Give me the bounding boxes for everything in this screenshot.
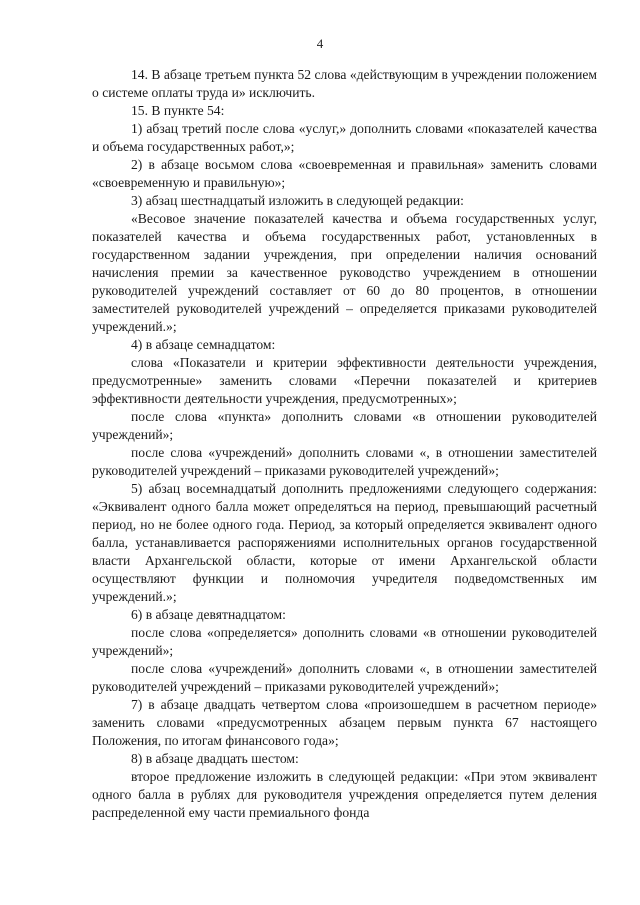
- paragraph-text: после слова «учреждений» дополнить словами «, в отношении заместителей руководителей учреждений – приказами руководителей учреждений»;: [92, 661, 597, 694]
- paragraph-subitem-1: 1) абзац третий после слова «услуг,» дополнить словами «показателей качества и объема государственных работ,»;: [92, 121, 597, 154]
- document-body: [92, 66, 597, 822]
- paragraph-text: второе предложение изложить в следующей редакции: «При этом эквивалент одного балла в рублях для руководителя учреждения определяется путем деления распределенной ему части премиального фонда: [92, 769, 597, 820]
- paragraph-quoted-text: «Весовое значение показателей качества и объема государственных услуг, показателей качества и объема государственных работ, установленных в государственном задании учреждения, при определении наличия оснований начисления премии за качественное руководство учреждением в отношении руководителей учреждений составляет от 60 до 80 процентов, в отношении заместителей руководителей учреждений – определяется приказами руководителей учреждений.»;: [92, 211, 597, 334]
- paragraph-subitem-3: 3) абзац шестнадцатый изложить в следующей редакции:: [131, 193, 464, 208]
- paragraph-text: слова «Показатели и критерии эффективности деятельности учреждения, предусмотренные» заменить словами «Перечни показателей и критериев эффективности деятельности учреждения, предусмотренных»;: [92, 355, 597, 406]
- paragraph-text: после слова «определяется» дополнить словами «в отношении руководителей учреждений»;: [92, 625, 597, 658]
- paragraph-text: после слова «учреждений» дополнить словами «, в отношении заместителей руководителей учреждений – приказами руководителей учреждений»;: [92, 445, 597, 478]
- paragraph-subitem-6: 6) в абзаце девятнадцатом:: [131, 607, 286, 622]
- page-number: 4: [316, 36, 324, 51]
- paragraph-subitem-2: 2) в абзаце восьмом слова «своевременная и правильная» заменить словами «своевременную и правильную»;: [92, 157, 597, 190]
- paragraph-subitem-8: 8) в абзаце двадцать шестом:: [131, 751, 299, 766]
- paragraph-subitem-4: 4) в абзаце семнадцатом:: [131, 337, 276, 352]
- paragraph-subitem-5: 5) абзац восемнадцатый дополнить предложениями следующего содержания: «Эквивалент одного балла может определяться на период, превышающий расчетный период, но не более одного года. Период, за который определяется эквивалент одного балла, устанавливается распоряжениями исполнительных органов государственной власти Архангельской области, которые от имени Архангельской области осуществляют функции и полномочия учредителя подведомственных им учреждений.»;: [92, 481, 597, 604]
- paragraph-subitem-7: 7) в абзаце двадцать четвертом слова «произошедшем в расчетном периоде» заменить словами «предусмотренных абзацем первым пункта 67 настоящего Положения, по итогам финансового года»;: [92, 697, 597, 748]
- paragraph-item-14: 14. В абзаце третьем пункта 52 слова «действующим в учреждении положением о системе оплаты труда и» исключить.: [92, 67, 597, 100]
- paragraph-item-15: 15. В пункте 54:: [131, 103, 225, 118]
- paragraph-text: после слова «пункта» дополнить словами «в отношении руководителей учреждений»;: [92, 409, 597, 442]
